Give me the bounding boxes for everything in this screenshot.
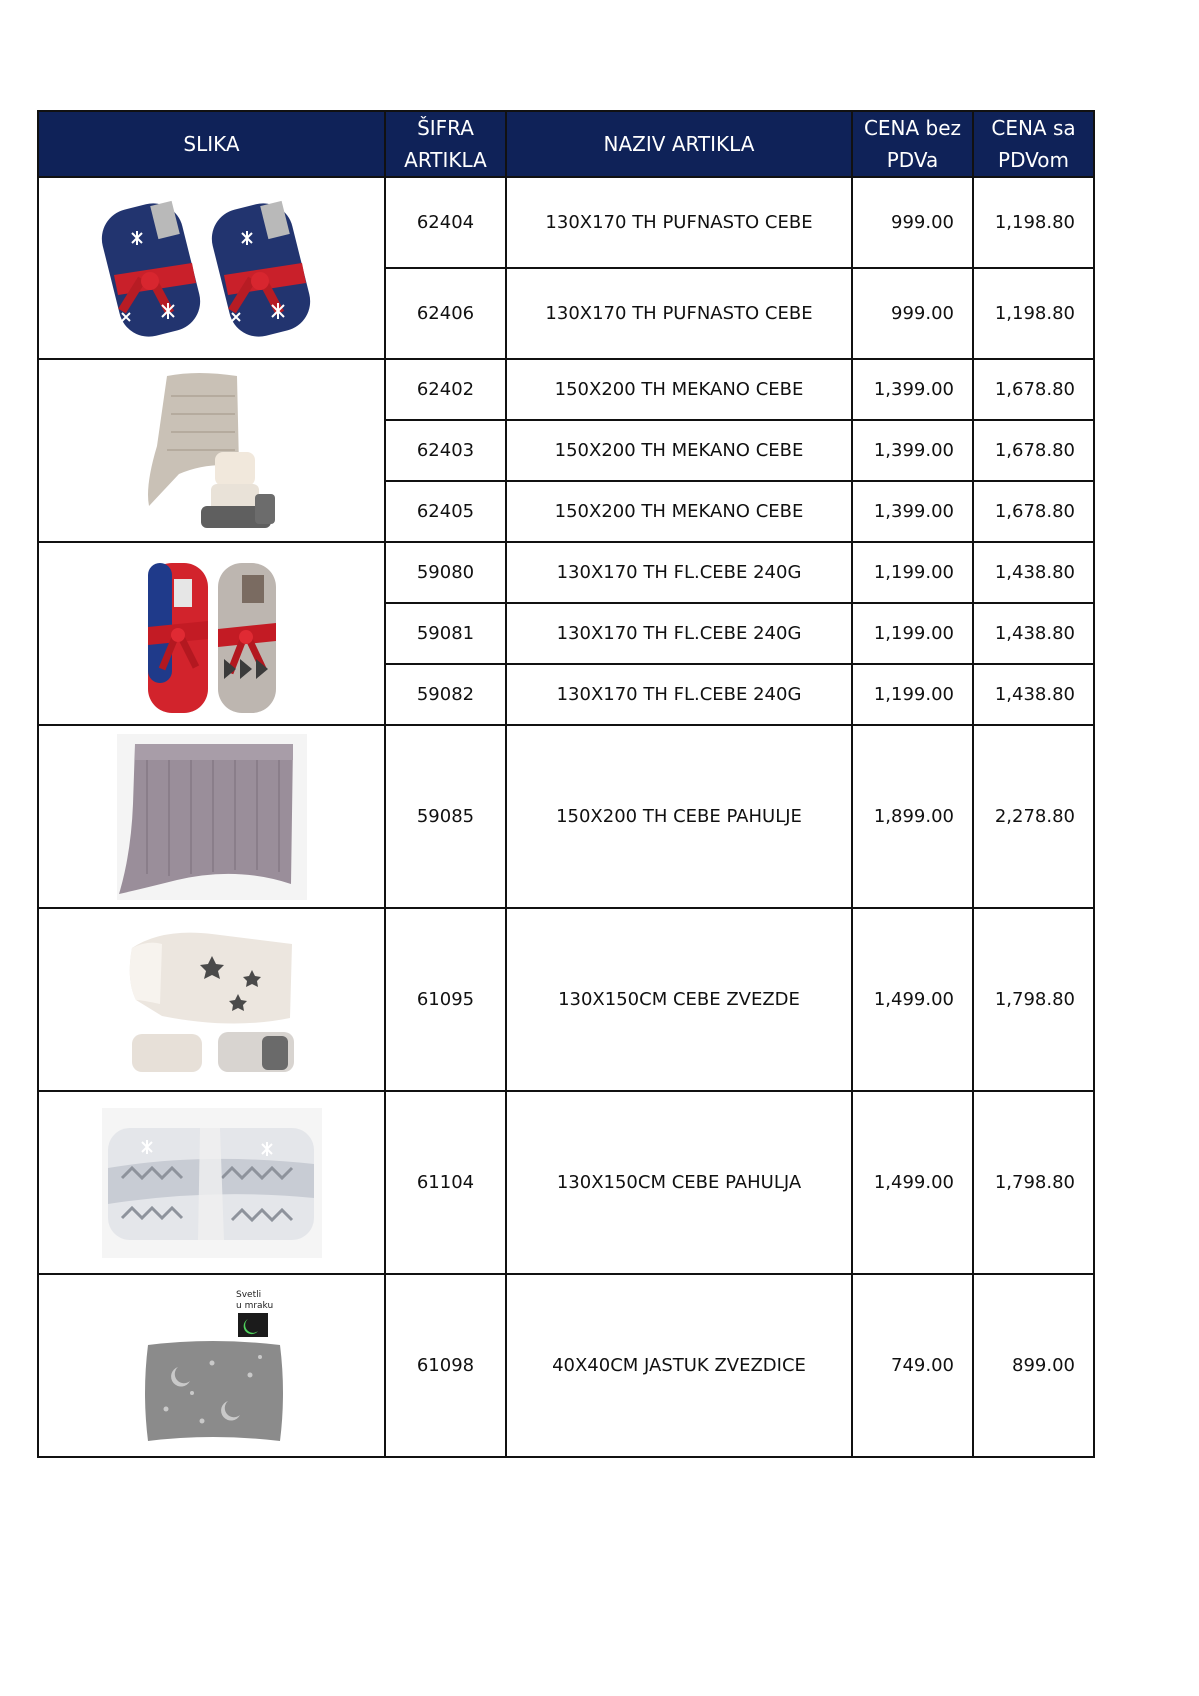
price-net-cell: 1,199.00: [852, 664, 973, 725]
table-row: [38, 1091, 1094, 1274]
header-name: NAZIV ARTIKLA: [506, 111, 852, 177]
code-cell: 62403: [385, 420, 506, 481]
table-row: [38, 177, 1094, 268]
name-cell: 130X170 TH PUFNASTO CEBE: [506, 177, 852, 268]
name-cell: 150X200 TH MEKANO CEBE: [506, 359, 852, 420]
name-cell: 130X170 TH PUFNASTO CEBE: [506, 268, 852, 359]
header-image: SLIKA: [38, 111, 385, 177]
price-table: [37, 110, 1095, 1458]
header-price-gross: CENA sa PDVom: [973, 111, 1094, 177]
blanket-fleece-rolls-image: [132, 549, 292, 719]
product-image-cell: [38, 908, 385, 1091]
name-cell: 40X40CM JASTUK ZVEZDICE: [506, 1274, 852, 1457]
name-cell: 130X170 TH FL.CEBE 240G: [506, 542, 852, 603]
price-net-cell: 1,499.00: [852, 1091, 973, 1274]
price-net-cell: 1,899.00: [852, 725, 973, 908]
name-cell: 130X170 TH FL.CEBE 240G: [506, 603, 852, 664]
blanket-snowflake-image: [102, 1108, 322, 1258]
code-cell: 61098: [385, 1274, 506, 1457]
code-cell: 59082: [385, 664, 506, 725]
price-gross-cell: 1,198.80: [973, 268, 1094, 359]
price-net-cell: 1,399.00: [852, 359, 973, 420]
name-cell: 130X150CM CEBE ZVEZDE: [506, 908, 852, 1091]
product-image-cell: [38, 1274, 385, 1457]
product-image-cell: [38, 725, 385, 908]
price-gross-cell: 1,438.80: [973, 542, 1094, 603]
price-gross-cell: 1,438.80: [973, 664, 1094, 725]
blanket-beige-stack-image: [137, 366, 287, 536]
name-cell: 130X150CM CEBE PAHULJA: [506, 1091, 852, 1274]
blanket-mauve-image: [117, 734, 307, 900]
pillow-glow-image: [132, 1283, 292, 1449]
pillow-label-line2: u mraku: [235, 1300, 273, 1311]
code-cell: 62405: [385, 481, 506, 542]
table-row: [38, 359, 1094, 420]
price-net-cell: 999.00: [852, 177, 973, 268]
product-image-cell: [38, 359, 385, 542]
price-gross-cell: 1,198.80: [973, 177, 1094, 268]
code-cell: 59085: [385, 725, 506, 908]
code-cell: 62406: [385, 268, 506, 359]
table-header-row: [38, 111, 1094, 177]
price-gross-cell: 1,678.80: [973, 420, 1094, 481]
pillow-label-line1: Svetli: [235, 1289, 261, 1300]
code-cell: 59080: [385, 542, 506, 603]
name-cell: 150X200 TH CEBE PAHULJE: [506, 725, 852, 908]
table-row: [38, 1274, 1094, 1457]
code-cell: 61104: [385, 1091, 506, 1274]
price-gross-cell: 1,798.80: [973, 908, 1094, 1091]
price-net-cell: 749.00: [852, 1274, 973, 1457]
price-net-cell: 1,399.00: [852, 420, 973, 481]
product-image-cell: [38, 542, 385, 725]
price-net-cell: 999.00: [852, 268, 973, 359]
price-net-cell: 1,499.00: [852, 908, 973, 1091]
code-cell: 62404: [385, 177, 506, 268]
product-image-cell: [38, 1091, 385, 1274]
price-gross-cell: 2,278.80: [973, 725, 1094, 908]
header-code: ŠIFRA ARTIKLA: [385, 111, 506, 177]
price-gross-cell: 1,678.80: [973, 481, 1094, 542]
price-gross-cell: 1,678.80: [973, 359, 1094, 420]
price-gross-cell: 899.00: [973, 1274, 1094, 1457]
price-gross-cell: 1,798.80: [973, 1091, 1094, 1274]
price-net-cell: 1,399.00: [852, 481, 973, 542]
price-net-cell: 1,199.00: [852, 542, 973, 603]
price-net-cell: 1,199.00: [852, 603, 973, 664]
table-row: [38, 725, 1094, 908]
name-cell: 130X170 TH FL.CEBE 240G: [506, 664, 852, 725]
table-row: [38, 908, 1094, 1091]
code-cell: 62402: [385, 359, 506, 420]
header-price-net: CENA bez PDVa: [852, 111, 973, 177]
blanket-navy-rolls-image: [92, 193, 332, 343]
table-row: [38, 542, 1094, 603]
product-image-cell: [38, 177, 385, 359]
name-cell: 150X200 TH MEKANO CEBE: [506, 420, 852, 481]
price-gross-cell: 1,438.80: [973, 603, 1094, 664]
name-cell: 150X200 TH MEKANO CEBE: [506, 481, 852, 542]
blanket-stars-image: [122, 920, 302, 1080]
code-cell: 59081: [385, 603, 506, 664]
code-cell: 61095: [385, 908, 506, 1091]
